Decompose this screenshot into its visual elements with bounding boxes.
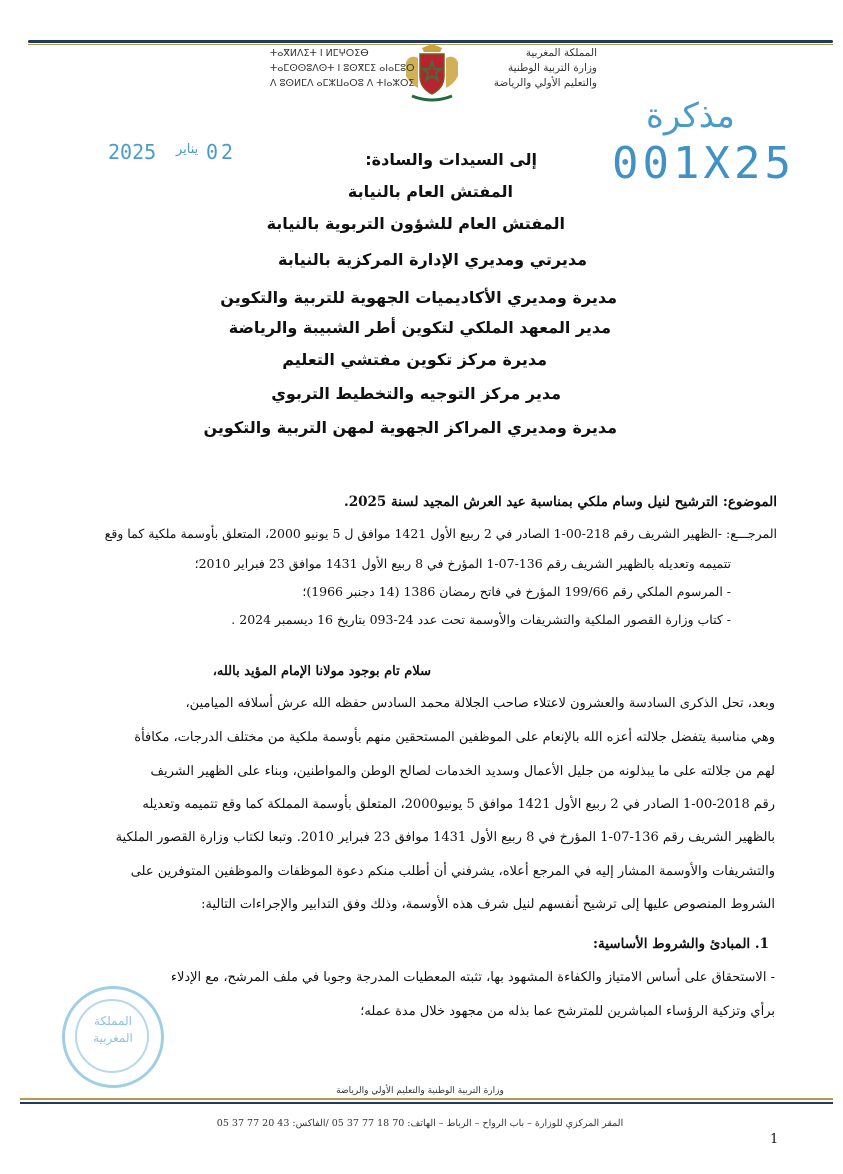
footer-ministry: وزارة التربية الوطنية والتعليم الأولي والرياضة xyxy=(336,1086,504,1096)
footer-rule xyxy=(20,1102,833,1104)
bullet-line: - الاستحقاق على أساس الامتياز والكفاءة المشهود بها، تثبته المعطيات المدرجة وجوبا في ملف المرشح، مع الإدلاء xyxy=(170,970,775,985)
paragraph-line: وبعد، تحل الذكرى السادسة والعشرون لاعتلاء صاحب الجلالة محمد السادس حفظه الله عرش أسلافه الميامين، xyxy=(185,696,775,711)
paragraph-line: الشروط المنصوص عليها إلى ترشيح أنفسهم لنيل شرف هذه الأوسمة، وذلك وفق التدابير والإجراءات التالية: xyxy=(201,897,775,912)
memo-number-stamp: 001X25 xyxy=(612,138,795,189)
recipient-line: مديرتي ومديري الإدارة المركزية بالنيابة xyxy=(278,250,587,269)
subject-line: الموضوع: الترشيح لنيل وسام ملكي بمناسبة عيد العرش المجيد لسنة 2025. xyxy=(344,494,777,510)
recipient-line: مديرة ومديري الأكاديميات الجهوية للتربية والتكوين xyxy=(220,288,617,307)
recipient-line: إلى السيدات والسادة: xyxy=(365,150,537,169)
recipient-line: مدير مركز التوجيه والتخطيط التربوي xyxy=(271,384,561,403)
date-year: 2025 xyxy=(108,140,157,164)
paragraph-line: وهي مناسبة يتفضل جلالته أعزه الله بالإنعام على الموظفين المستحقين منهم بأوسمة ملكية من مختلف الدرجات، مكافأة xyxy=(134,730,775,745)
memo-label-stamp: مذكرة xyxy=(646,96,735,136)
official-seal-stamp xyxy=(62,986,164,1088)
reference-line: - المرسوم الملكي رقم 199/66 المؤرخ في فاتح رمضان 1386 (14 دجنبر 1966)؛ xyxy=(302,584,731,599)
reference-line: - كتاب وزارة القصور الملكية والتشريفات والأوسمة تحت عدد 24-093 بتاريخ 16 ديسمبر 2024 . xyxy=(231,612,731,627)
footer-address: المقر المركزي للوزارة – باب الرواح – الرباط – الهاتف: 70 18 77 37 05 /الفاكس: 43 20 77 37 05 xyxy=(216,1118,624,1129)
seal-line: المغربية xyxy=(93,1031,133,1045)
bullet-line: برأي وتزكية الرؤساء المباشرين للمترشح عما بذله من مجهود خلال مدة عمله؛ xyxy=(360,1004,775,1019)
header-line: ⴷ ⵓⵙⵍⵎⴷ ⴰⵎⵣⵡⴰⵔⵓ ⴷ ⵜⵏⴰⵣⵔⵉ xyxy=(270,78,415,89)
reference-line: تتميمه وتعديله بالظهير الشريف رقم 136-07-1 المؤرخ في 8 ربيع الأول 1431 موافق 23 فبراير 2010؛ xyxy=(194,556,731,571)
header-line: وزارة التربية الوطنية xyxy=(508,62,597,74)
recipient-line: مدير المعهد الملكي لتكوين أطر الشبيبة والرياضة xyxy=(228,318,611,337)
header-line: المملكة المغربية xyxy=(525,47,597,59)
header-line: ⵜⴰⵎⵙⵙⵓⴷⵙⵜ ⵏ ⵓⵙⴳⵎⵉ ⴰⵏⴰⵎⵓⵔ xyxy=(270,63,415,74)
paragraph-line: والتشريفات والأوسمة المشار إليه في المرجع أعلاه، يشرفني أن أطلب منكم دعوة الموظفات والموظفين المتوفرين على xyxy=(130,864,775,879)
section-title: 1. المبادئ والشروط الأساسية: xyxy=(592,936,769,952)
paragraph-line: بالظهير الشريف رقم 136-07-1 المؤرخ في 8 ربيع الأول 1431 موافق 23 فبراير 2010. وتبعا لكتاب وزارة القصور الملكية xyxy=(115,830,775,845)
header-line: والتعليم الأولي والرياضة xyxy=(493,77,597,89)
seal-text xyxy=(65,1013,161,1047)
paragraph-line: لهم من جلالته على ما يبذلونه من جليل الأعمال وسديد الخدمات لصالح الوطن والمواطنين، وبناء على الظهير الشريف xyxy=(150,764,775,779)
paragraph-line: رقم 2018-00-1 الصادر في 2 ربيع الأول 1421 موافق 5 يونيو2000، المتعلق بأوسمة المملكة كما وقع تتميمه وتعديله xyxy=(142,797,775,812)
header-line: ⵜⴰⴳⵍⴷⵉⵜ ⵏ ⵍⵎⵖⵔⵉⴱ xyxy=(270,48,369,59)
recipient-line: مديرة مركز تكوين مفتشي التعليم xyxy=(282,350,547,369)
reference-line: المرجـــع: -الظهير الشريف رقم 218-00-1 الصادر في 2 ربيع الأول 1421 موافق ل 5 يونيو 2000، المتعلق بأوسمة ملكية كما وقع xyxy=(104,526,777,541)
recipient-line: مديرة ومديري المراكز الجهوية لمهن التربية والتكوين xyxy=(203,418,617,437)
seal-line: المملكة xyxy=(94,1014,132,1028)
date-month: يناير xyxy=(176,142,199,157)
recipient-line: المفتش العام للشؤون التربوية بالنيابة xyxy=(266,214,565,233)
ministry-header-tifinagh xyxy=(270,46,415,91)
recipient-line: المفتش العام بالنيابة xyxy=(347,182,513,201)
date-day: 02 xyxy=(206,140,237,164)
greeting: سلام تام بوجود مولانا الإمام المؤيد بالله، xyxy=(212,664,431,679)
page-number: 1 xyxy=(770,1132,779,1147)
ministry-header-arabic xyxy=(494,46,597,91)
footer-rule-gold xyxy=(20,1098,833,1100)
